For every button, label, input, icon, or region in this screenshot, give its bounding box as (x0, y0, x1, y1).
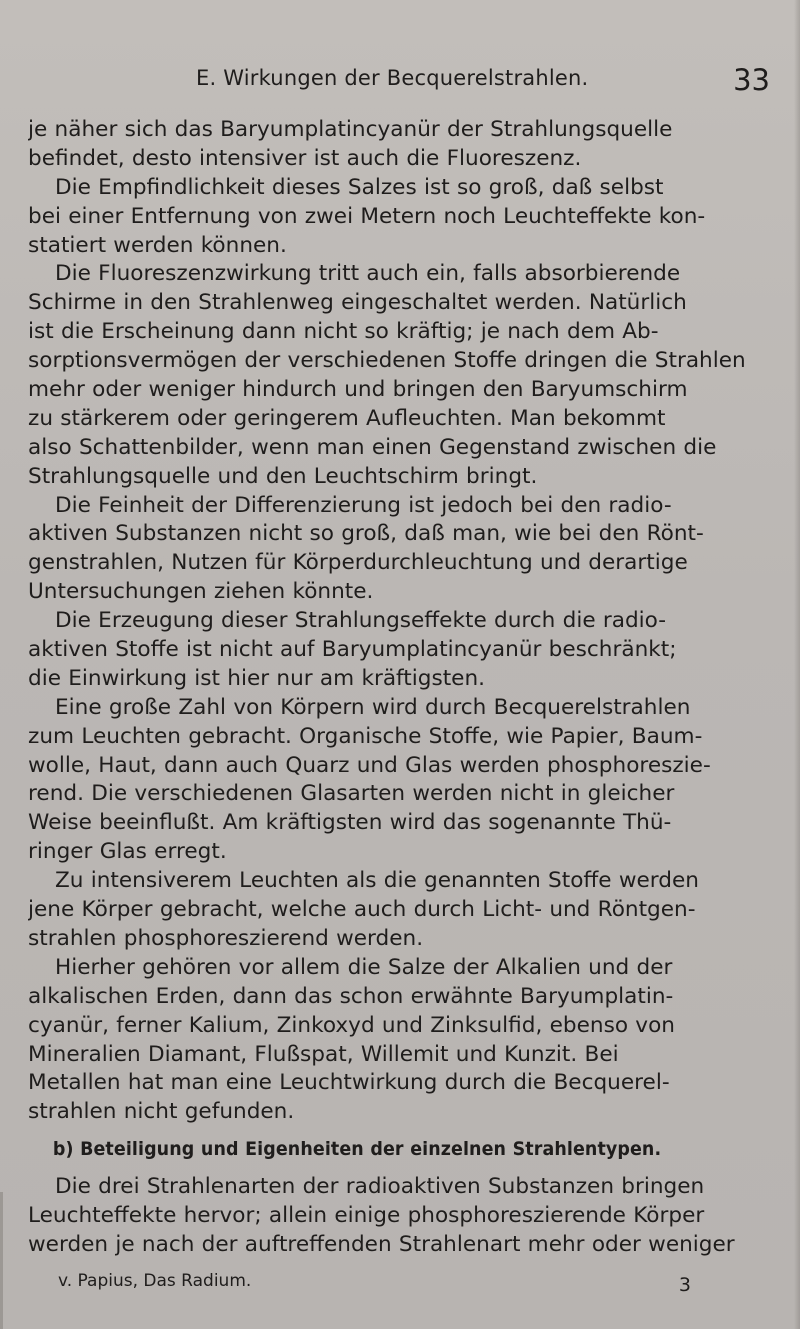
text-line: mehr oder weniger hindurch und bringen den Baryumschirm (28, 377, 688, 403)
text-line: aktiven Substanzen nicht so groß, daß man, wie bei den Rönt- (28, 521, 704, 547)
footer-author: v. Papius, Das Radium. (58, 1271, 252, 1291)
text-line: bei einer Entfernung von zwei Metern noch Leuchteffekte kon- (28, 203, 706, 229)
text-line: Die Feinheit der Differenzierung ist jedoch bei den radio- (55, 492, 672, 518)
text-line: ist die Erscheinung dann nicht so kräftig; je nach dem Ab- (28, 319, 659, 345)
text-line: also Schattenbilder, wenn man einen Gegenstand zwischen die (28, 434, 717, 460)
text-line: wolle, Haut, dann auch Quarz und Glas werden phosphoreszie- (28, 752, 711, 778)
text-line: zu stärkerem oder geringerem Aufleuchten. Man bekommt (28, 405, 666, 431)
text-line: Eine große Zahl von Körpern wird durch Becquerelstrahlen (55, 694, 691, 720)
text-line: Untersuchungen ziehen könnte. (28, 579, 374, 605)
text-line: Die Empfindlichkeit dieses Salzes ist so groß, daß selbst (55, 174, 664, 200)
text-line: aktiven Stoffe ist nicht auf Baryumplatincyanür beschränkt; (28, 637, 677, 663)
paragraph (28, 694, 787, 867)
page-number: 33 (733, 63, 770, 97)
running-head: E. Wirkungen der Becquerelstrahlen. (196, 66, 589, 90)
text-line: ringer Glas erregt. (28, 839, 227, 865)
page-footer (58, 1271, 718, 1297)
text-line: statiert werden können. (28, 232, 287, 258)
text-line: genstrahlen, Nutzen für Körperdurchleuchtung und derartige (28, 550, 688, 576)
paragraph (28, 954, 787, 1127)
text-line: Schirme in den Strahlenweg eingeschaltet werden. Natürlich (28, 290, 687, 316)
text-line: Die drei Strahlenarten der radioaktiven Substanzen bringen (55, 1174, 705, 1200)
text-line: Hierher gehören vor allem die Salze der Alkalien und der (55, 954, 673, 980)
paragraph (28, 607, 787, 694)
text-line: strahlen nicht gefunden. (28, 1099, 295, 1125)
text-line: Zu intensiverem Leuchten als die genannten Stoffe werden (55, 868, 699, 894)
page-edge-mark (0, 1192, 3, 1329)
text-line: strahlen phosphoreszierend werden. (28, 925, 424, 951)
main-text (28, 116, 787, 1260)
paragraph (28, 867, 787, 954)
text-line: Strahlungsquelle und den Leuchtschirm bringt. (28, 463, 538, 489)
section-paragraph (28, 1173, 787, 1260)
text-line: alkalischen Erden, dann das schon erwähnte Baryumplatin- (28, 983, 674, 1009)
text-line: Die Fluoreszenzwirkung tritt auch ein, falls absorbierende (55, 261, 681, 287)
text-line: cyanür, ferner Kalium, Zinkoxyd und Zinksulfid, ebenso von (28, 1012, 675, 1038)
text-line: sorptionsvermögen der verschiedenen Stoffe dringen die Strahlen (28, 348, 746, 374)
text-line: Leuchteffekte hervor; allein einige phosphoreszierende Körper (28, 1203, 705, 1229)
text-line: Weise beeinflußt. Am kräftigsten wird das sogenannte Thü- (28, 810, 672, 836)
page-edge-shadow (794, 0, 800, 1329)
text-line: Metallen hat man eine Leuchtwirkung durch die Becquerel- (28, 1070, 670, 1096)
page-header (196, 63, 776, 97)
text-line: Mineralien Diamant, Flußspat, Willemit und Kunzit. Bei (28, 1041, 619, 1067)
text-line: je näher sich das Baryumplatincyanür der Strahlungsquelle (28, 117, 673, 142)
text-line: jene Körper gebracht, welche auch durch Licht- und Röntgen- (28, 897, 696, 923)
paragraph (28, 492, 787, 608)
paragraph (28, 174, 787, 261)
text-line: rend. Die verschiedenen Glasarten werden nicht in gleicher (28, 781, 675, 807)
text-line: zum Leuchten gebracht. Organische Stoffe, wie Papier, Baum- (28, 723, 703, 749)
paragraph (28, 116, 787, 174)
text-line: werden je nach der auftreffenden Strahlenart mehr oder weniger (28, 1231, 735, 1257)
text-line: die Einwirkung ist hier nur am kräftigsten. (28, 665, 486, 691)
text-line: befindet, desto intensiver ist auch die Fluoreszenz. (28, 145, 582, 171)
section-heading: b) Beteiligung und Eigenheiten der einzelnen Strahlentypen. (52, 1138, 662, 1161)
paragraph (28, 260, 787, 491)
text-line: Die Erzeugung dieser Strahlungseffekte durch die radio- (55, 608, 667, 634)
signature-number: 3 (678, 1274, 691, 1296)
